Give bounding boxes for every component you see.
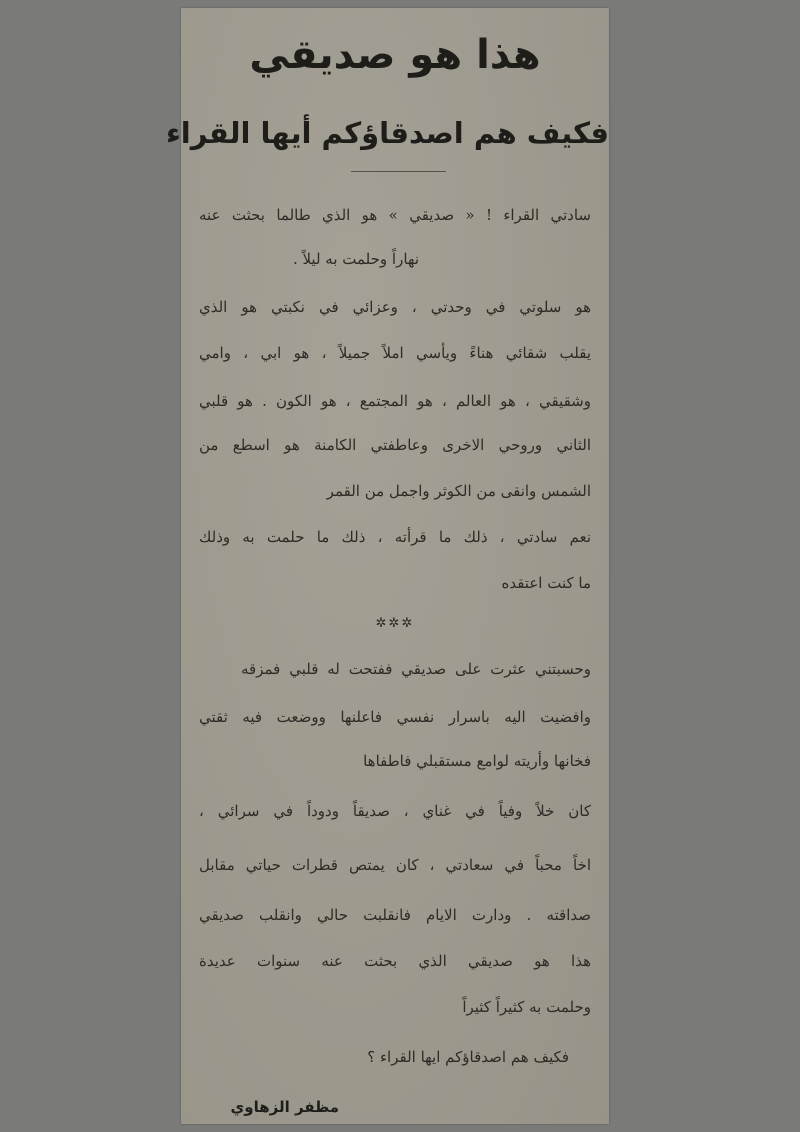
body-line: يقلب شقائي هناءً ويأسي املاً جميلاً ، هو ابي ، وامي [199,344,591,362]
body-line: اخاً محباً في سعادتي ، كان يمتص قطرات حياتي مقابل [199,856,591,874]
body-line: وحلمت به كثيراً كثيراً [462,998,591,1016]
body-line: كان خلاً وفياً في غناي ، صديقاً ودوداً في سرائي ، [199,802,591,820]
section-separator: ✲✲✲ [375,616,415,631]
body-line: ما كنت اعتقده [501,574,591,592]
body-line: فخانها وأريته لوامع مستقبلي فاطفاها [363,752,591,770]
body-line: سادتي القراء ! « صديقي » هو الذي طالما بحثت عنه [199,206,591,224]
body-line: هذا هو صديقي الذي بحثت عنه سنوات عديدة [199,952,591,970]
body-line: هو سلوتي في وحدتي ، وعزائي في نكبتي هو الذي [199,298,591,316]
article-title: هذا هو صديقي [249,32,541,78]
body-line: صداقته . ودارت الايام فانقلبت حالي وانقلب صديقي [199,906,591,924]
body-line: الشمس وانقى من الكوثر واجمل من القمر [326,482,591,500]
body-line: وافضيت اليه باسرار نفسي فاعلنها ووضعت فيه ثقتي [199,708,591,726]
author-signature: مظفر الزهاوي [230,1098,339,1116]
newspaper-clipping [165,8,609,1124]
body-line: فكيف هم اصدقاؤكم ايها القراء ؟ [367,1048,569,1066]
body-line: نهاراً وحلمت به ليلاً . [292,250,419,268]
title-divider [351,171,446,172]
body-line: الثاني وروحي الاخرى وعاطفتي الكامنة هو اسطع من [199,436,591,454]
article-subtitle: فكيف هم اصدقاؤكم أيها القراء [165,116,609,150]
body-line: وشقيقي ، هو العالم ، هو المجتمع ، هو الكون . هو قلبي [199,392,591,410]
body-line: نعم سادتي ، ذلك ما قرأته ، ذلك ما حلمت به وذلك [199,528,591,546]
body-line: وحسبتني عثرت على صديقي ففتحت له قلبي فمزقه [241,660,591,678]
